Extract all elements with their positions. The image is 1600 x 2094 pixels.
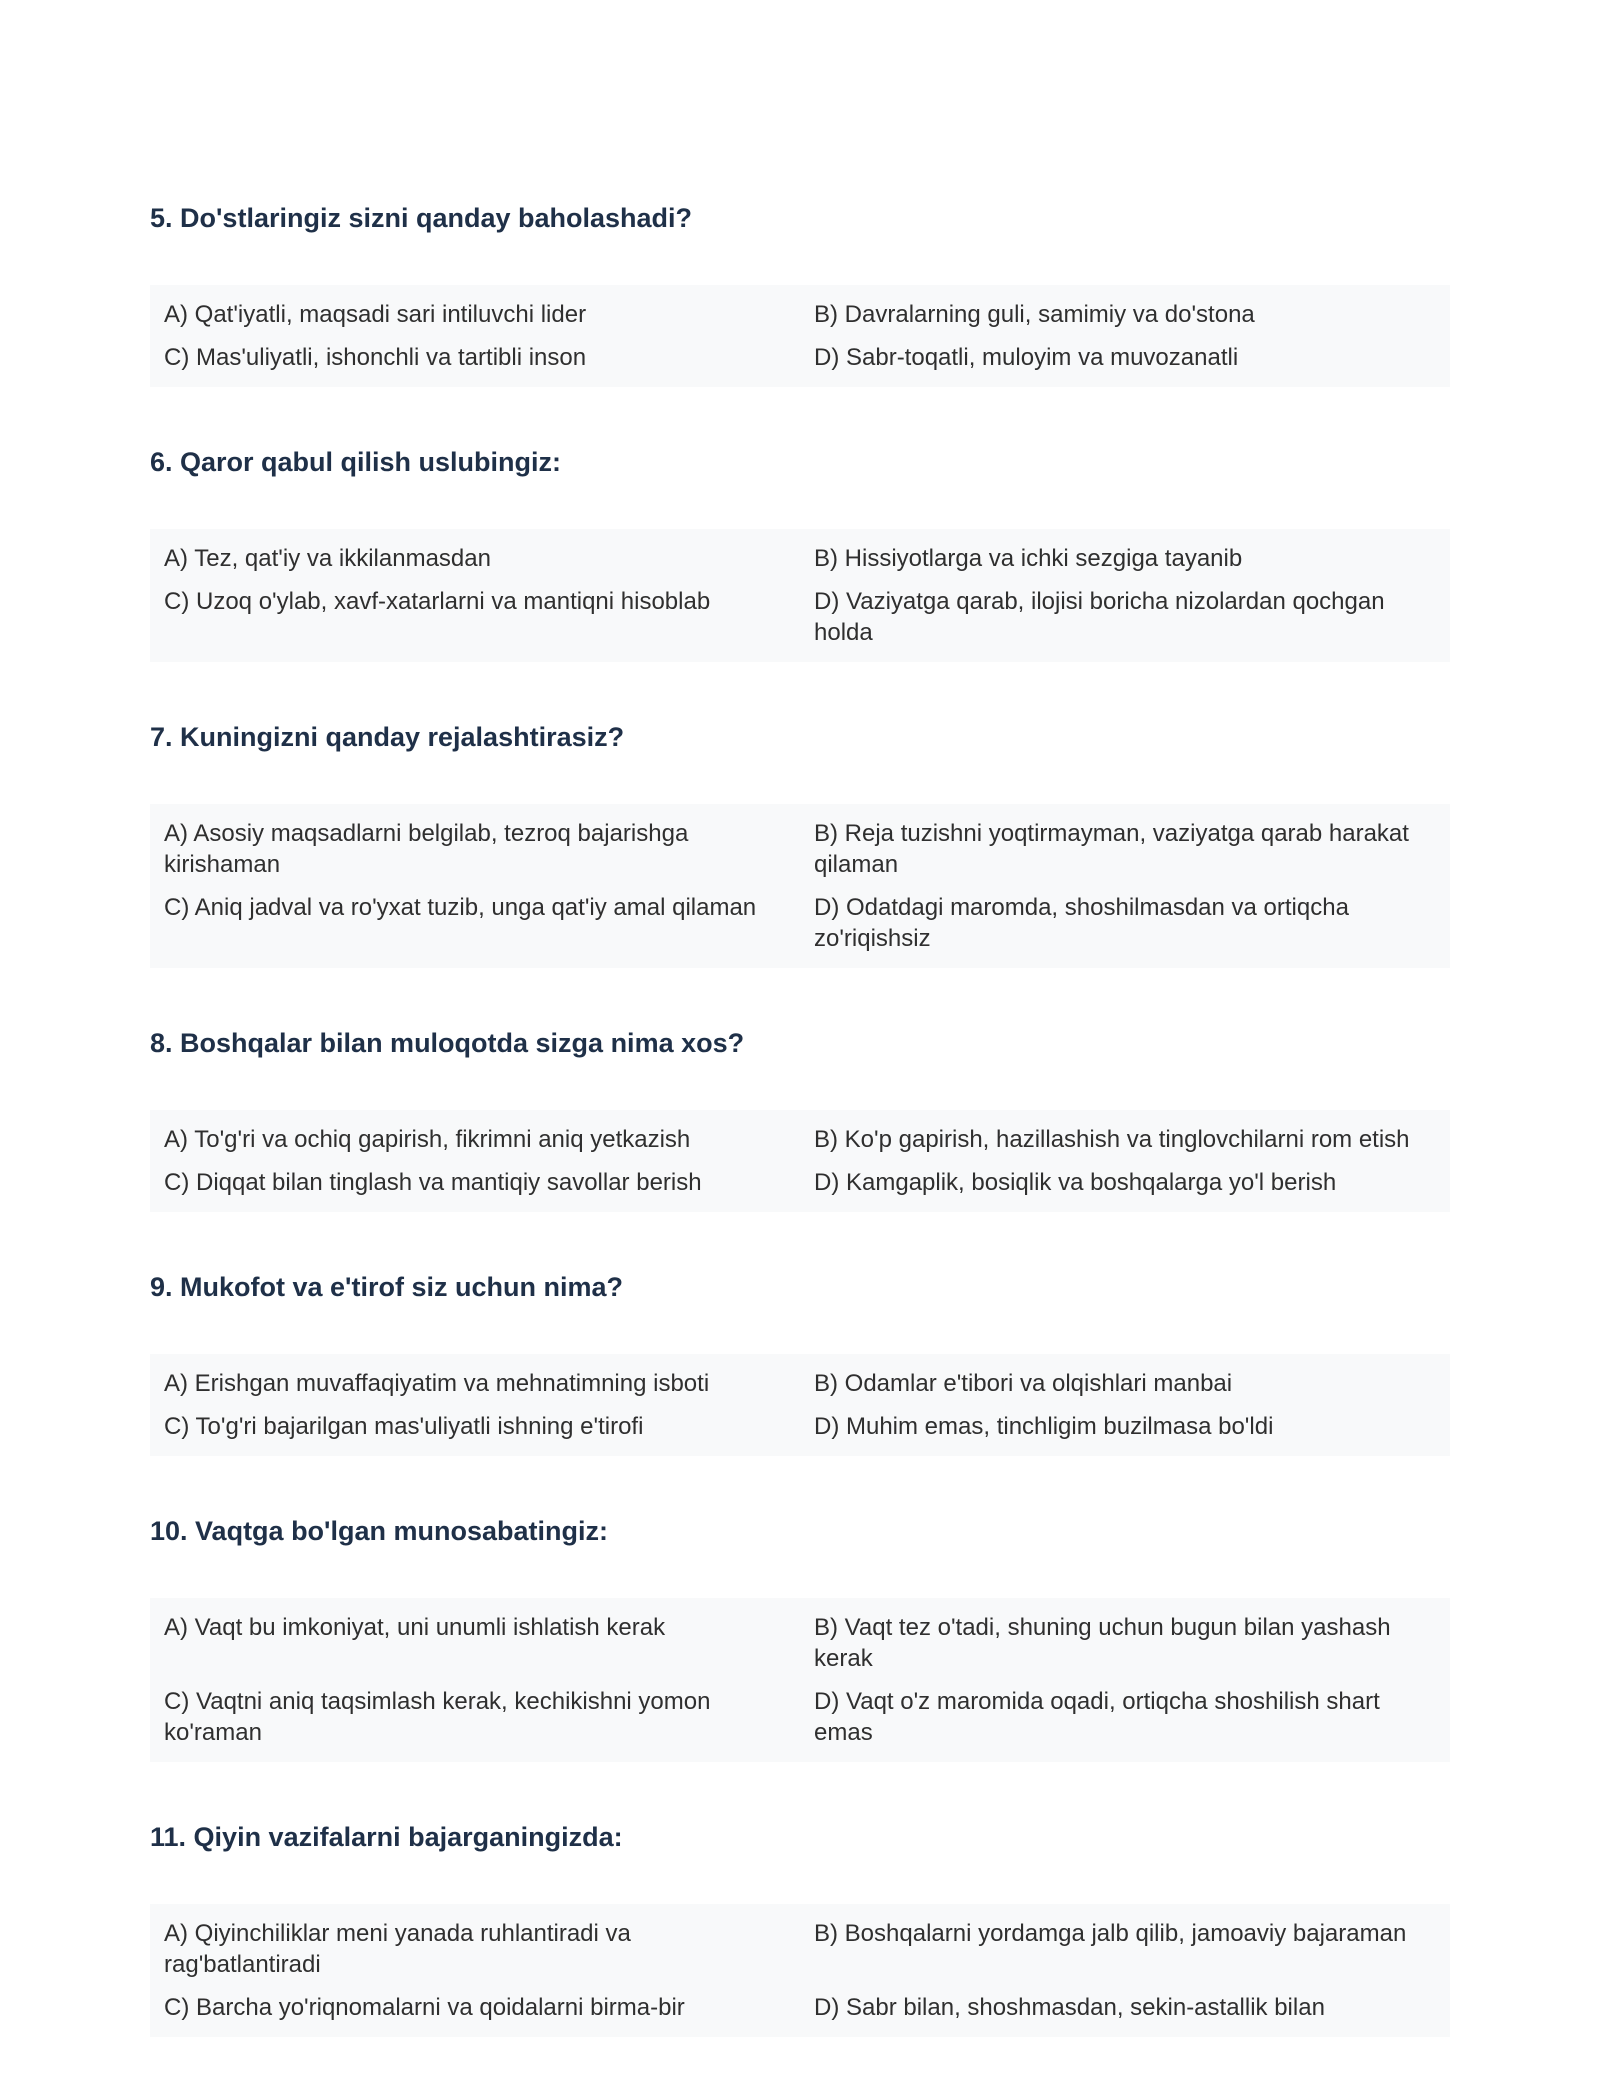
option-a[interactable]: A) Tez, qat'iy va ikkilanmasdan: [164, 545, 491, 572]
option-a[interactable]: A) Qiyinchiliklar meni yanada ruhlantiradi va rag'batlantiradi: [164, 1920, 631, 1978]
options-grid: [150, 1598, 1450, 1762]
option-b[interactable]: B) Vaqt tez o'tadi, shuning uchun bugun bilan yashash kerak: [814, 1614, 1391, 1672]
option-d[interactable]: D) Kamgaplik, bosiqlik va boshqalarga yo'l berish: [814, 1169, 1337, 1196]
question-title: 11. Qiyin vazifalarni bajarganingizda:: [150, 1822, 623, 1852]
option-d[interactable]: D) Muhim emas, tinchligim buzilmasa bo'ldi: [814, 1413, 1274, 1440]
questionnaire-page: [150, 200, 1450, 2094]
question-8: [150, 1025, 1450, 1212]
option-d[interactable]: D) Sabr-toqatli, muloyim va muvozanatli: [814, 344, 1239, 371]
question-6: [150, 444, 1450, 662]
question-title: 10. Vaqtga bo'lgan munosabatingiz:: [150, 1516, 608, 1546]
question-title: 8. Boshqalar bilan muloqotda sizga nima xos?: [150, 1028, 745, 1058]
option-a[interactable]: A) Asosiy maqsadlarni belgilab, tezroq bajarishga kirishaman: [164, 820, 689, 878]
option-c[interactable]: C) Barcha yo'riqnomalarni va qoidalarni birma-bir: [164, 1994, 685, 2021]
option-b[interactable]: B) Ko'p gapirish, hazillashish va tinglovchilarni rom etish: [814, 1126, 1410, 1153]
options-grid: [150, 529, 1450, 662]
option-b[interactable]: B) Boshqalarni yordamga jalb qilib, jamoaviy bajaraman: [814, 1920, 1407, 1947]
options-grid: [150, 1110, 1450, 1212]
option-c[interactable]: C) Aniq jadval va ro'yxat tuzib, unga qat'iy amal qilaman: [164, 894, 757, 921]
option-b[interactable]: B) Davralarning guli, samimiy va do'stona: [814, 301, 1255, 328]
option-c[interactable]: C) Mas'uliyatli, ishonchli va tartibli inson: [164, 344, 587, 371]
question-10: [150, 1513, 1450, 1762]
option-d[interactable]: D) Odatdagi maromda, shoshilmasdan va ortiqcha zo'riqishsiz: [814, 894, 1349, 952]
question-title: 9. Mukofot va e'tirof siz uchun nima?: [150, 1272, 623, 1302]
option-a[interactable]: A) Qat'iyatli, maqsadi sari intiluvchi lider: [164, 301, 587, 328]
option-a[interactable]: A) Erishgan muvaffaqiyatim va mehnatimning isboti: [164, 1370, 710, 1397]
option-b[interactable]: B) Odamlar e'tibori va olqishlari manbai: [814, 1370, 1233, 1397]
option-c[interactable]: C) Diqqat bilan tinglash va mantiqiy savollar berish: [164, 1169, 702, 1196]
option-d[interactable]: D) Vaqt o'z maromida oqadi, ortiqcha shoshilish shart emas: [814, 1688, 1380, 1746]
question-title: 7. Kuningizni qanday rejalashtirasiz?: [150, 722, 625, 752]
question-11: [150, 1819, 1450, 2037]
option-a[interactable]: A) To'g'ri va ochiq gapirish, fikrimni aniq yetkazish: [164, 1126, 691, 1153]
option-c[interactable]: C) To'g'ri bajarilgan mas'uliyatli ishning e'tirofi: [164, 1413, 644, 1440]
question-7: [150, 719, 1450, 968]
option-d[interactable]: D) Sabr bilan, shoshmasdan, sekin-astallik bilan: [814, 1994, 1325, 2021]
question-9: [150, 1269, 1450, 1456]
options-grid: [150, 804, 1450, 968]
options-grid: [150, 1354, 1450, 1456]
question-5: [150, 200, 1450, 387]
option-c[interactable]: C) Uzoq o'ylab, xavf-xatarlarni va mantiqni hisoblab: [164, 588, 711, 615]
option-c[interactable]: C) Vaqtni aniq taqsimlash kerak, kechikishni yomon ko'raman: [164, 1688, 711, 1746]
option-a[interactable]: A) Vaqt bu imkoniyat, uni unumli ishlatish kerak: [164, 1614, 666, 1641]
option-b[interactable]: B) Hissiyotlarga va ichki sezgiga tayanib: [814, 545, 1243, 572]
question-title: 5. Do'stlaringiz sizni qanday baholashadi?: [150, 203, 693, 233]
options-grid: [150, 285, 1450, 387]
question-title: 6. Qaror qabul qilish uslubingiz:: [150, 447, 562, 477]
option-b[interactable]: B) Reja tuzishni yoqtirmayman, vaziyatga qarab harakat qilaman: [814, 820, 1409, 878]
option-d[interactable]: D) Vaziyatga qarab, ilojisi boricha nizolardan qochgan holda: [814, 588, 1385, 646]
options-grid: [150, 1904, 1450, 2037]
